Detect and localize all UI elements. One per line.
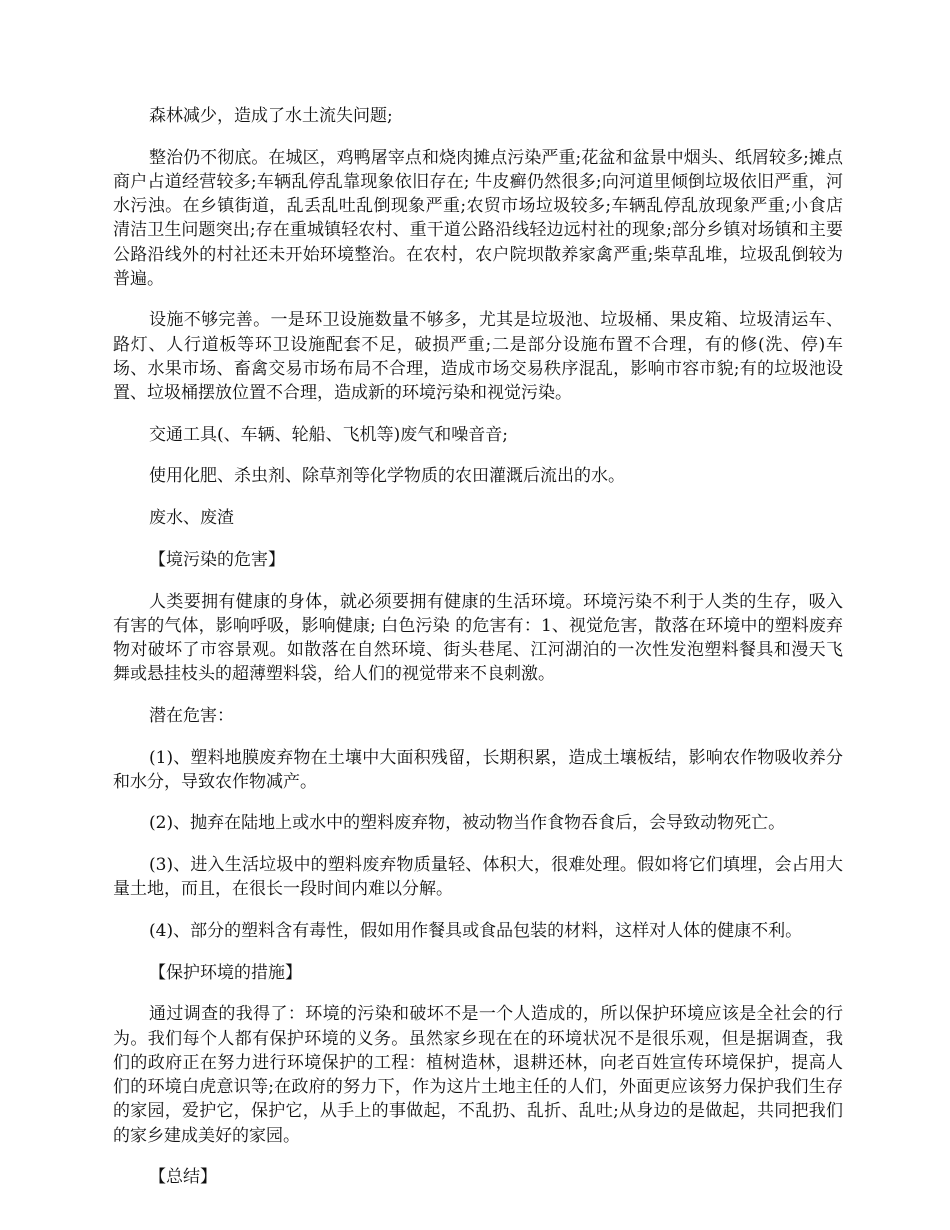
list-item-hazard-3: (3)、进入生活垃圾中的塑料废弃物质量轻、体积大，很难处理。假如将它们填埋，会占用大量土地，而且，在很长一段时间内难以分解。 — [113, 855, 843, 900]
section-heading-summary: 【总结】 — [149, 1167, 217, 1188]
document-page — [113, 104, 843, 1207]
paragraph-soil-erosion: 森林减少，造成了水土流失问题; — [149, 106, 393, 126]
paragraph-rectification: 整治仍不彻底。在城区，鸡鸭屠宰点和烧肉摊点污染严重;花盆和盆景中烟头、纸屑较多;摊点商户占道经营较多;车辆乱停乱靠现象依旧存在; 牛皮癣仍然很多;向河道里倾倒垃圾依旧严重，河水污浊。在乡镇街道，乱丢乱吐乱倒现象严重;农贸市场垃圾较多;车辆乱停乱放现象严重;小食店清洁卫生问题突出;存在重城镇轻农村、重干道公路沿线轻边远村社的现象;部分乡镇对场镇和主要公路沿线外的村社还未开始环境整治。在农村，农户院坝散养家禽严重;柴草乱堆，垃圾乱倒较为普遍。 — [113, 147, 843, 289]
section-heading-hazards: 【境污染的危害】 — [149, 549, 285, 570]
paragraph-protection-measures: 通过调查的我得了：环境的污染和破坏不是一个人造成的，所以保护环境应该是全社会的行为。我们每个人都有保护环境的义务。虽然家乡现在在的环境状况不是很乐观，但是据调查，我们的政府正在努力进行环境保护的工程：植树造林，退耕还林，向老百姓宣传环境保护，提高人们的环境白虎意识等;在政府的努力下，作为这片土地主任的人们，外面更应该努力保护我们生存的家园，爱护它，保护它，从手上的事做起，不乱扔、乱折、乱吐;从身边的是做起，共同把我们的家乡建成美好的家园。 — [113, 1004, 843, 1146]
paragraph-traffic-pollution: 交通工具(、车辆、轮船、飞机等)废气和噪音音; — [149, 424, 508, 445]
list-item-hazard-2: (2)、抛弃在陆地上或水中的塑料废弃物，被动物当作食物吞食后，会导致动物死亡。 — [149, 813, 786, 834]
section-heading-protection: 【保护环境的措施】 — [149, 962, 302, 983]
paragraph-facilities: 设施不够完善。一是环卫设施数量不够多，尤其是垃圾池、垃圾桶、果皮箱、垃圾清运车、路灯、人行道板等环卫设施配套不足，破损严重;二是部分设施布置不合理，有的修(洗、停)车场、水果市场、畜禽交易市场布局不合理，造成市场交易秩序混乱，影响市容市貌;有的垃圾池设置、垃圾桶摆放位置不合理，造成新的环境污染和视觉污染。 — [113, 310, 843, 404]
list-item-hazard-1: (1)、塑料地膜废弃物在土壤中大面积残留，长期积累，造成土壤板结，影响农作物吸收养分和水分，导致农作物减产。 — [113, 747, 843, 792]
paragraph-health-hazards: 人类要拥有健康的身体，就必须要拥有健康的生活环境。环境污染不利于人类的生存，吸入有害的气体，影响呼吸，影响健康; 白色污染 的危害有：1、视觉危害，散落在环境中的塑料废弃物对破坏了市容景观。如散落在自然环境、街头巷尾、江河湖泊的一次性发泡塑料餐具和漫天飞舞或悬挂枝头的超薄塑料袋，给人们的视觉带来不良刺激。 — [113, 591, 843, 685]
paragraph-farmland-water: 使用化肥、杀虫剂、除草剂等化学物质的农田灌溉后流出的水。 — [149, 466, 625, 487]
paragraph-potential-hazards-label: 潜在危害： — [149, 705, 234, 726]
paragraph-waste: 废水、废渣 — [149, 508, 234, 529]
list-item-hazard-4: (4)、部分的塑料含有毒性，假如用作餐具或食品包装的材料，这样对人体的健康不利。 — [149, 921, 803, 942]
